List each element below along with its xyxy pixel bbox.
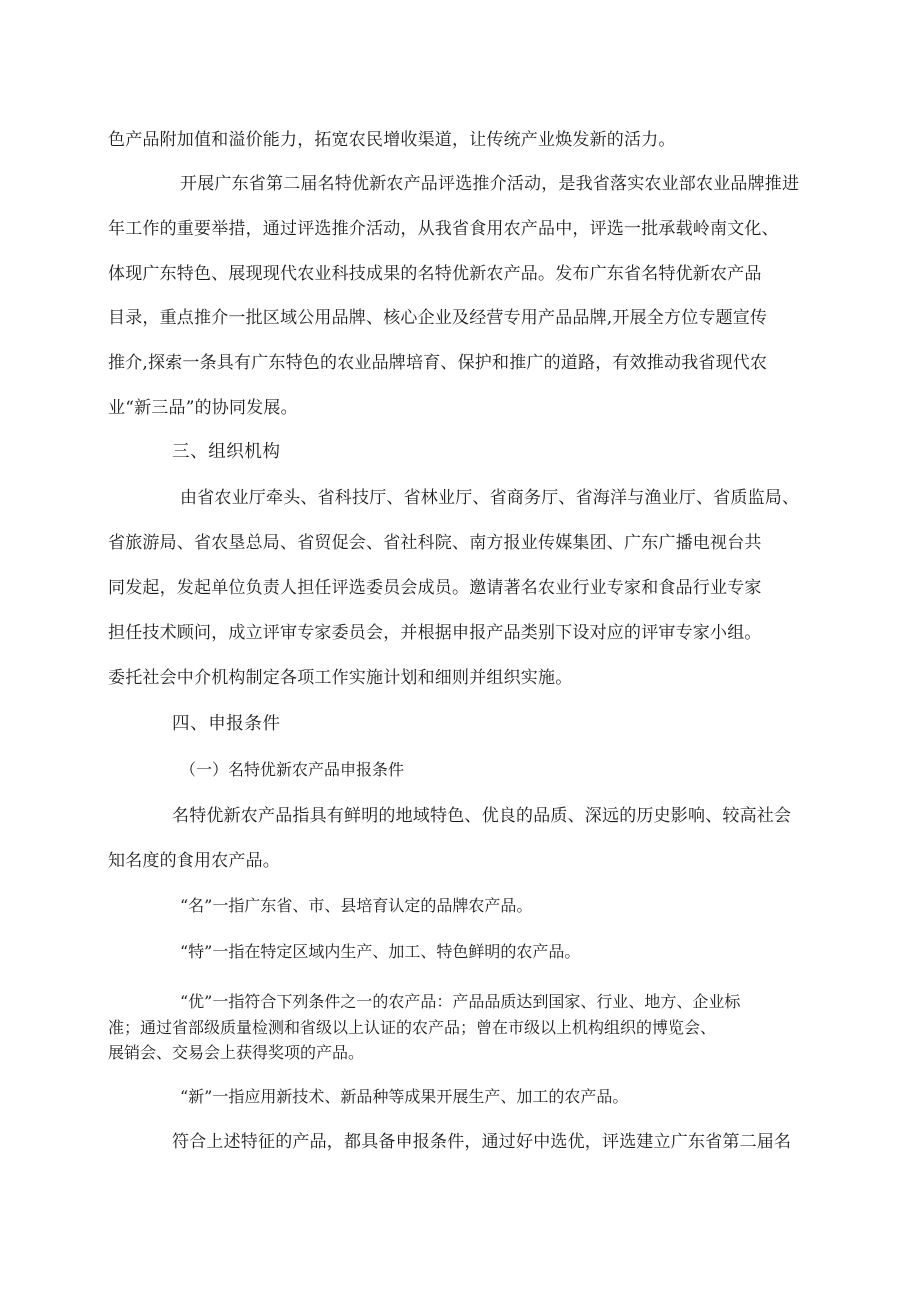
paragraph-line: 省旅游局、省农垦总局、省贸促会、省社科院、南方报业传媒集团、广东广播电视台共 [108,533,762,553]
definition-line: 展销会、交易会上获得奖项的产品。 [108,1043,365,1062]
paragraph-line: 推介,探索一条具有广东特色的农业品牌培育、保护和推广的道路，有效推动我省现代农 [108,353,768,373]
definition-line: “新”一指应用新技术、新品种等成果开展生产、加工的农产品。 [180,1087,629,1106]
definition-line: “名”一指广东省、市、县培育认定的品牌农产品。 [180,896,533,915]
definition-line: “特”一指在特定区域内生产、加工、特色鲜明的农产品。 [180,942,581,961]
paragraph-line: 体现广东特色、展现现代农业科技成果的名特优新农产品。发布广东省名特优新农产品 [108,264,762,284]
definition-line: 准；通过省部级质量检测和省级以上认证的农产品；曾在市级以上机构组织的博览会、 [108,1018,717,1037]
section-heading: 四、申报条件 [172,714,281,734]
paragraph-line: 业“新三品”的协同发展。 [108,398,298,418]
definition-line: “优”一指符合下列条件之一的农产品：产品品质达到国家、行业、地方、企业标 [180,992,741,1011]
paragraph-line: 由省农业厅牵头、省科技厅、省林业厅、省商务厅、省海洋与渔业厅、省质监局、 [180,488,800,508]
paragraph-line: 年工作的重要举措，通过评选推介活动，从我省食用农产品中，评选一批承载岭南文化、 [108,219,779,239]
section-heading: 三、组织机构 [172,442,281,462]
paragraph-line: 同发起，发起单位负责人担任评选委员会成员。邀请著名农业行业专家和食品行业专家 [108,578,762,598]
paragraph-line: 担任技术顾问，成立评审专家委员会，并根据申报产品类别下设对应的评审专家小组。 [108,623,762,643]
paragraph-line: 开展广东省第二届名特优新农产品评选推介活动，是我省落实农业部农业品牌推进 [180,174,800,194]
paragraph-line: 目录，重点推介一批区域公用品牌、核心企业及经营专用产品品牌,开展全方位专题宣传 [108,308,768,328]
paragraph-line: 色产品附加值和溢价能力，拓宽农民增收渠道，让传统产业焕发新的活力。 [108,130,676,150]
paragraph-line: 名特优新农产品指具有鲜明的地域特色、优良的品质、深远的历史影响、较高社会 [172,806,792,826]
paragraph-line: 委托社会中介机构制定各项工作实施计划和细则并组织实施。 [108,668,573,688]
subsection-heading: （一）名特优新农产品申报条件 [180,760,405,779]
paragraph-line: 符合上述特征的产品，都具备申报条件，通过好中选优，评选建立广东省第二届名 [172,1132,792,1152]
paragraph-line: 知名度的食用农产品。 [108,851,280,871]
